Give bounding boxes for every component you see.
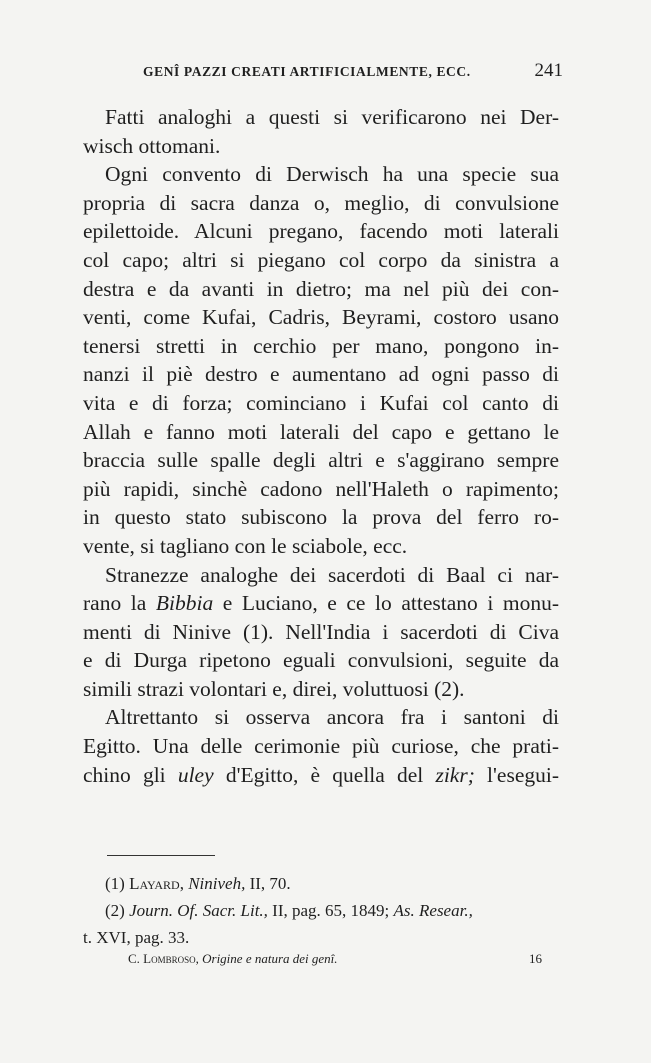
text-line: menti di Ninive (1). Nell'India i sacerdoti di Civa (83, 619, 559, 644)
italic-term: uley (177, 762, 214, 787)
footnote-2-continued: t. XVI, pag. 33. (83, 928, 190, 947)
note-marker: (2) (105, 901, 130, 920)
text-line: nanzi il piè destro e aumentano ad ogni passo di (83, 362, 559, 387)
text-run: l'esegui- (474, 762, 559, 787)
signature-line (128, 951, 542, 973)
text-line: Ogni convento di Derwisch ha una specie sua (105, 162, 559, 187)
signature-number: 16 (529, 951, 542, 966)
text-line: braccia sulle spalle degli altri e s'aggirano sempre (83, 448, 559, 473)
italic-title: Niniveh, (188, 874, 246, 893)
text-run: rano la (83, 591, 156, 616)
text-run: C. (128, 951, 144, 966)
italic-title: Journ. Of. Sacr. Lit., (129, 901, 268, 920)
text-line: col capo; altri si piegano col corpo da sinistra a (83, 247, 559, 272)
text-line: Fatti analoghi a questi si verificarono nei Der- (105, 105, 559, 129)
text-line: e di Durga ripetono eguali convulsioni, seguite da (83, 648, 559, 673)
text-line: in questo stato subiscono la prova del ferro ro- (83, 505, 559, 530)
text-run: II, pag. 65, 1849; (267, 901, 394, 920)
text-run: e Luciano, e ce lo attestano i monu- (213, 591, 559, 616)
footnote-1 (83, 870, 559, 897)
body-text (83, 103, 559, 789)
text-line: propria di sacra danza o, meglio, di convulsione (83, 190, 559, 215)
footnote-divider (107, 855, 215, 856)
text-line: Egitto. Una delle cerimonie più curiose, che prati- (83, 734, 559, 759)
text-run: d'Egitto, è quella del (213, 762, 436, 787)
text-line: destra e da avanti in dietro; ma nel più dei con- (83, 276, 559, 301)
text-line: tenersi stretti in cerchio per mano, pongono in- (83, 333, 559, 358)
text-run: chino gli (83, 762, 178, 787)
footnotes (83, 870, 559, 951)
author-name: Layard (129, 874, 180, 893)
text-line: wisch ottomani. (83, 133, 221, 158)
text-run: , (195, 951, 203, 966)
footnote-2 (83, 897, 559, 924)
text-line: simili strazi volontari e, direi, voluttuosi (2). (83, 676, 465, 701)
text-line: venti, come Kufai, Cadris, Beyrami, costoro usano (83, 305, 559, 330)
text-line: vita e di forza; cominciano i Kufai col canto di (83, 390, 559, 415)
text-run: , (179, 874, 189, 893)
italic-title: Bibbia (155, 591, 214, 616)
text-line (83, 761, 559, 790)
running-title: GENÎ PAZZI CREATI ARTIFICIALMENTE, ECC. (143, 64, 471, 79)
page-number: 241 (534, 60, 563, 81)
book-title: Origine e natura dei genî. (202, 951, 338, 966)
note-marker: (1) (105, 874, 130, 893)
text-line: vente, si tagliano con le sciabole, ecc. (83, 533, 408, 558)
page-header (143, 60, 563, 88)
italic-term: zikr; (435, 762, 475, 787)
text-run: II, 70. (245, 874, 291, 893)
author-name: Lombroso (143, 951, 196, 966)
text-line: Altrettanto si osserva ancora fra i santoni di (105, 705, 559, 730)
signature-mark (128, 951, 338, 967)
text-line: Stranezze analoghe dei sacerdoti di Baal ci nar- (105, 562, 559, 587)
text-line: epilettoide. Alcuni pregano, facendo moti laterali (83, 219, 559, 244)
text-line: più rapidi, sinchè cadono nell'Haleth o rapimento; (83, 476, 559, 501)
text-line: Allah e fanno moti laterali del capo e gettano le (83, 419, 559, 444)
italic-title: As. Resear., (393, 901, 473, 920)
text-line (83, 589, 559, 618)
